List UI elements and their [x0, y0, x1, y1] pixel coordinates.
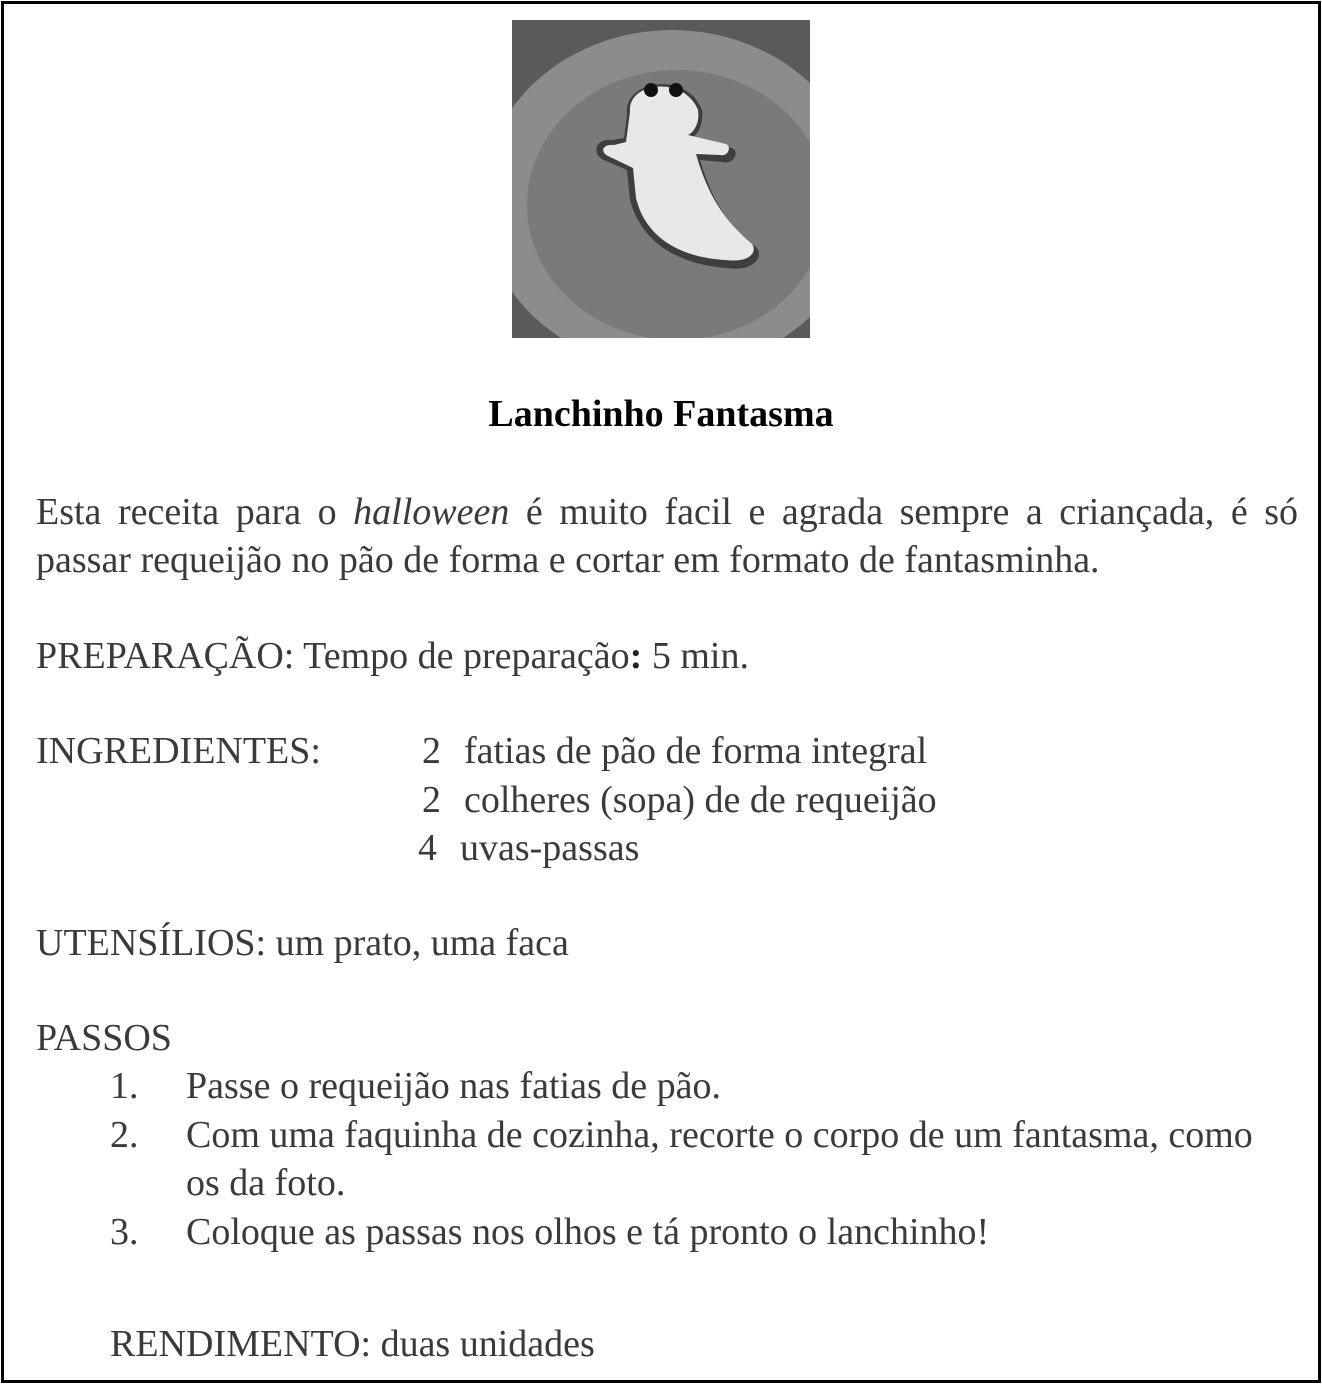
recipe-title: Lanchinho Fantasma [488, 393, 834, 435]
yield-line: RENDIMENTO: duas unidades [110, 1323, 595, 1365]
ingredient-item: 2 fatias de pão de forma integral [422, 730, 928, 772]
ingredients-label: INGREDIENTES: [36, 730, 321, 772]
step-item: 3. Coloque as passas nos olhos e tá pronto o lanchinho! [110, 1211, 990, 1253]
ghost-toast-photo [512, 20, 810, 338]
preparation-time: PREPARAÇÃO: Tempo de preparação: 5 min. [36, 635, 749, 677]
ingredient-item: 4 uvas-passas [418, 827, 640, 869]
step-item: 2. Com uma faquinha de cozinha, recorte o corpo de um fantasma, como os da foto. [110, 1114, 1253, 1204]
utensils-line: UTENSÍLIOS: um prato, uma faca [36, 922, 569, 964]
recipe-intro: Esta receita para o halloween é muito facil e agrada sempre a criançada, é só passar requeijão no pão de forma e cortar em formato de fantasminha. [36, 491, 1299, 581]
ingredient-item: 2 colheres (sopa) de de requeijão [422, 779, 937, 821]
steps-label: PASSOS [36, 1017, 172, 1059]
recipe-card [1, 1, 1321, 1383]
step-item: 1. Passe o requeijão nas fatias de pão. [110, 1065, 721, 1107]
